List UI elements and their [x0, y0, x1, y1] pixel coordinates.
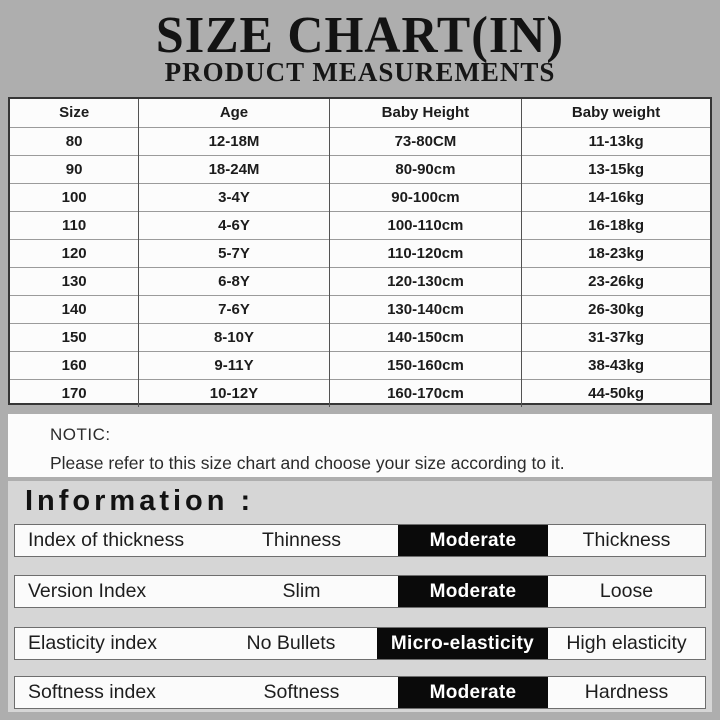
info-option-left: Slim: [282, 580, 321, 602]
table-row: [10, 267, 710, 295]
info-option-selected: Micro-elasticity: [377, 628, 548, 659]
table-row: [10, 379, 710, 407]
table-cell: 3-4Y: [139, 183, 329, 211]
info-row: [14, 575, 706, 608]
column-header: Baby weight: [522, 99, 710, 127]
page-subtitle: PRODUCT MEASUREMENTS: [164, 57, 556, 87]
table-cell: 150-160cm: [329, 351, 522, 379]
info-option-right: Loose: [599, 580, 654, 602]
title-band: [0, 0, 720, 97]
size-table-body: [10, 99, 710, 407]
table-cell: 120: [10, 239, 139, 267]
table-cell: 130-140cm: [329, 295, 522, 323]
info-option-selected: Moderate: [398, 525, 548, 556]
table-cell: 80: [10, 127, 139, 155]
table-cell: 80-90cm: [329, 155, 522, 183]
notice-label: NOTIC:: [50, 425, 111, 444]
table-cell: 11-13kg: [522, 127, 710, 155]
table-cell: 9-11Y: [139, 351, 329, 379]
table-row: [10, 295, 710, 323]
info-row: [14, 524, 706, 557]
table-cell: 160-170cm: [329, 379, 522, 407]
table-cell: 110-120cm: [329, 239, 522, 267]
table-row: [10, 323, 710, 351]
table-header-row: [10, 99, 710, 127]
table-cell: 6-8Y: [139, 267, 329, 295]
table-cell: 170: [10, 379, 139, 407]
table-cell: 14-16kg: [522, 183, 710, 211]
table-cell: 140: [10, 295, 139, 323]
table-cell: 130: [10, 267, 139, 295]
table-cell: 100-110cm: [329, 211, 522, 239]
table-row: [10, 183, 710, 211]
info-row-label: Index of thickness: [28, 529, 185, 551]
table-cell: 8-10Y: [139, 323, 329, 351]
info-option-right: High elasticity: [566, 632, 687, 654]
table-row: [10, 351, 710, 379]
info-option-left: Softness: [263, 681, 340, 703]
info-row-label: Softness index: [28, 681, 156, 703]
info-option-left: No Bullets: [246, 632, 336, 654]
table-row: [10, 211, 710, 239]
table-cell: 7-6Y: [139, 295, 329, 323]
info-option-left: Thinness: [261, 529, 342, 551]
table-cell: 100: [10, 183, 139, 211]
info-row-label: Elasticity index: [28, 632, 157, 654]
information-panel: [8, 481, 712, 712]
table-cell: 16-18kg: [522, 211, 710, 239]
notice-text: Please refer to this size chart and choose your size according to it.: [50, 453, 565, 473]
column-header: Baby Height: [329, 99, 522, 127]
size-table: [8, 97, 712, 405]
table-cell: 44-50kg: [522, 379, 710, 407]
table-cell: 13-15kg: [522, 155, 710, 183]
table-cell: 160: [10, 351, 139, 379]
info-row-label: Version Index: [28, 580, 147, 602]
table-cell: 120-130cm: [329, 267, 522, 295]
table-cell: 38-43kg: [522, 351, 710, 379]
table-row: [10, 127, 710, 155]
table-cell: 31-37kg: [522, 323, 710, 351]
info-option-right: Thickness: [582, 529, 671, 551]
table-cell: 18-23kg: [522, 239, 710, 267]
table-cell: 26-30kg: [522, 295, 710, 323]
info-option-right: Hardness: [584, 681, 669, 703]
info-option-selected: Moderate: [398, 576, 548, 607]
table-cell: 18-24M: [139, 155, 329, 183]
table-cell: 150: [10, 323, 139, 351]
table-row: [10, 239, 710, 267]
table-cell: 110: [10, 211, 139, 239]
table-row: [10, 155, 710, 183]
table-cell: 10-12Y: [139, 379, 329, 407]
table-cell: 5-7Y: [139, 239, 329, 267]
table-cell: 140-150cm: [329, 323, 522, 351]
column-header: Age: [139, 99, 329, 127]
information-heading: Information :: [25, 485, 255, 517]
info-row: [14, 627, 706, 660]
column-header: Size: [59, 104, 90, 122]
info-row: [14, 676, 706, 709]
table-cell: 90-100cm: [329, 183, 522, 211]
page-title: SIZE CHART(IN): [155, 5, 565, 64]
notice-box: [8, 414, 712, 477]
info-option-selected: Moderate: [398, 677, 548, 708]
table-cell: 73-80CM: [329, 127, 522, 155]
table-cell: 90: [10, 155, 139, 183]
table-cell: 23-26kg: [522, 267, 710, 295]
table-cell: 4-6Y: [139, 211, 329, 239]
table-cell: 12-18M: [139, 127, 329, 155]
